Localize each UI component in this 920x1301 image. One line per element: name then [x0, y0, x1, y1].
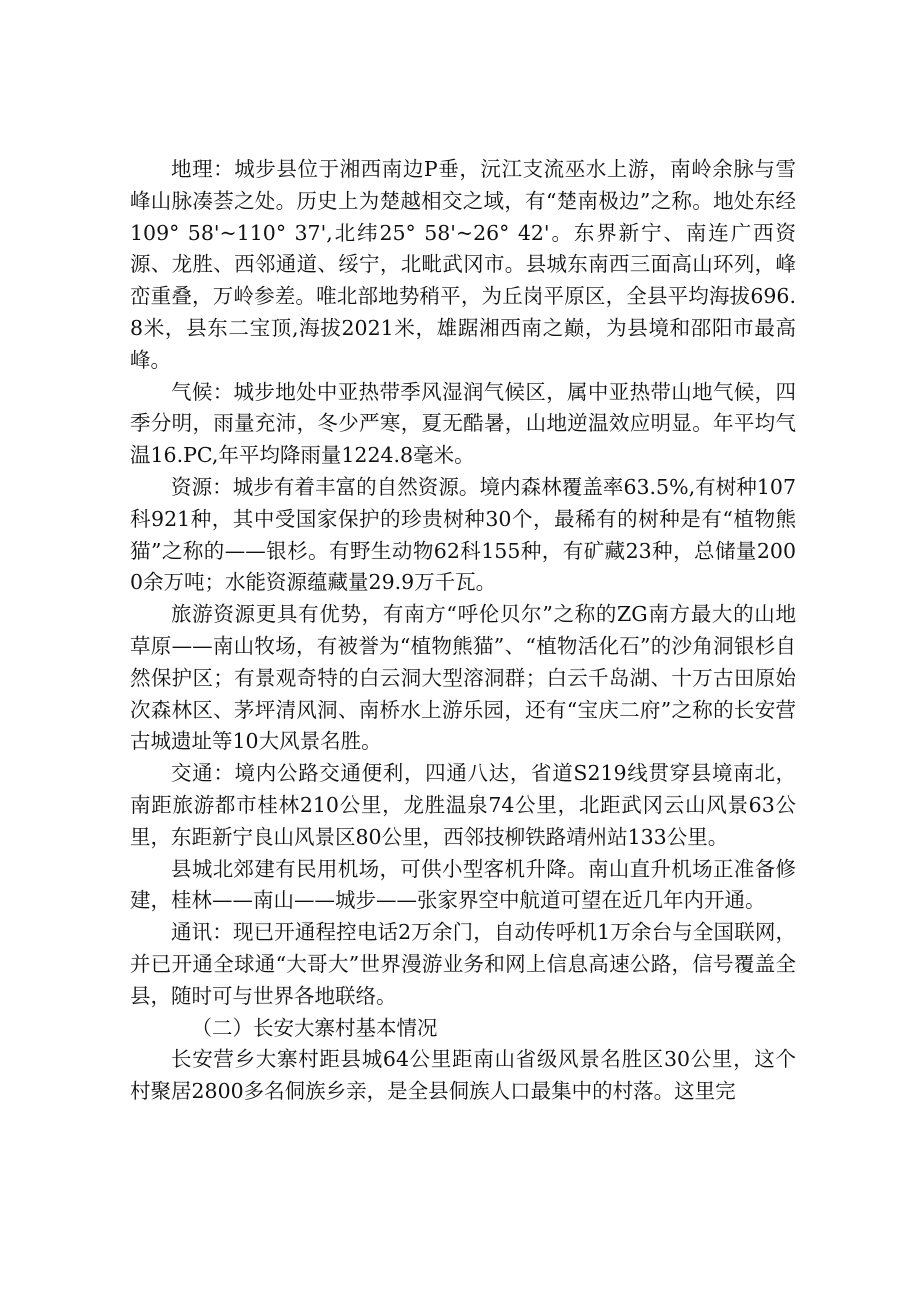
- paragraph-geography: 地理：城步县位于湘西南边P垂，沅江支流巫水上游，南岭余脉与雪峰山脉凑荟之处。历史上为楚越相交之域，有“楚南极边”之称。地处东经109° 58'~110° 37',北纬25° 58'~26° 42'。东界新宁、南连广西资源、龙胜、西邻通道、绥宁，北毗武冈市。县城东南西三面高山环列，峰峦重叠，万岭参差。唯北部地势稍平，为丘岗平原区，全县平均海拔696.8米，县东二宝顶,海拔2021米，雄踞湘西南之巅，为县境和邵阳市最高峰。: [130, 157, 796, 372]
- paragraph-telecom: 通讯：现已开通程控电话2万余门，自动传呼机1万余台与全国联网，并已开通全球通“大哥大”世界漫游业务和网上信息高速公路，信号覆盖全县，随时可与世界各地联络。: [130, 920, 796, 1008]
- paragraph-resources: 资源：城步有着丰富的自然资源。境内森林覆盖率63.5%,有树种107科921种，其中受国家保护的珍贵树种30个，最稀有的树种是有“植物熊猫”之称的——银杉。有野生动物62科155种，有矿藏23种，总储量2000余万吨；水能资源蕴藏量29.9万千瓦。: [130, 474, 796, 595]
- paragraph-tourism: 旅游资源更具有优势，有南方“呼伦贝尔”之称的ZG南方最大的山地草原——南山牧场，有被誉为“植物熊猫”、“植物活化石”的沙角洞银杉自然保护区；有景观奇特的白云洞大型溶洞群；白云千岛湖、十万古田原始次森林区、茅坪清风洞、南桥水上游乐园，还有“宝庆二府”之称的长安营古城遗址等10大风景名胜。: [130, 602, 796, 754]
- section-heading: （二）长安大寨村基本情况: [191, 1015, 438, 1040]
- document-body: [130, 154, 796, 1108]
- paragraph-village: 长安营乡大寨村距县城64公里距南山省级风景名胜区30公里，这个村聚居2800多名侗族乡亲，是全县侗族人口最集中的村落。这里完: [130, 1047, 796, 1104]
- paragraph-transport: 交通：境内公路交通便利，四通八达，省道S219线贯穿县境南北，南距旅游都市桂林210公里，龙胜温泉74公里，北距武冈云山风景63公里，东距新宁良山风景区80公里，西邻技柳铁路靖州站133公里。: [130, 761, 796, 849]
- paragraph-airport: 县城北郊建有民用机场，可供小型客机升降。南山直升机场正准备修建，桂林——南山——城步——张家界空中航道可望在近几年内开通。: [130, 856, 796, 913]
- paragraph-climate: 气候：城步地处中亚热带季风湿润气候区，属中亚热带山地气候，四季分明，雨量充沛，冬少严寒，夏无酷暑，山地逆温效应明显。年平均气温16.PC,年平均降雨量1224.8毫米。: [130, 379, 796, 468]
